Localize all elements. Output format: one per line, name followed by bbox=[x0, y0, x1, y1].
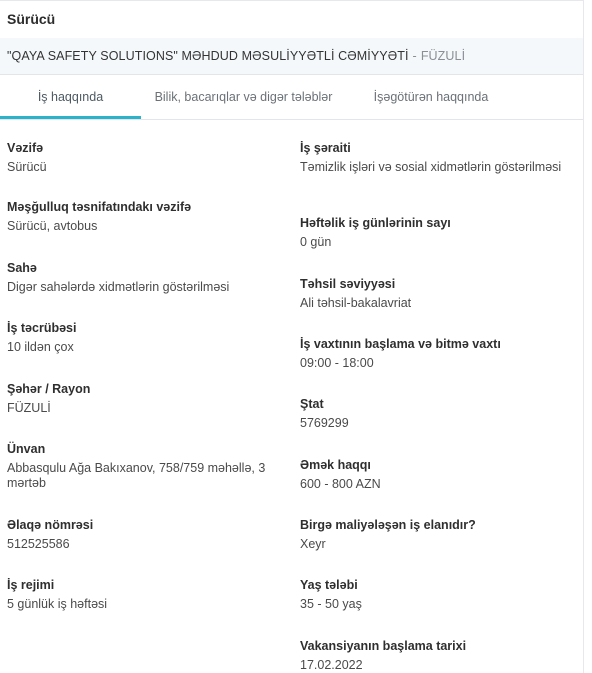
field-value: Digər sahələrdə xidmətlərin göstərilməsi bbox=[7, 280, 230, 294]
field-value: 0 gün bbox=[300, 235, 332, 249]
field-experience bbox=[7, 321, 287, 355]
field-label: Təhsil səviyyəsi bbox=[300, 277, 396, 291]
field-label: Vəzifə bbox=[7, 141, 44, 155]
field-label: Vakansiyanın başlama tarixi bbox=[300, 639, 467, 653]
field-label: Ünvan bbox=[7, 442, 46, 456]
tab-about-employer[interactable]: İşəgötürən haqqında bbox=[373, 90, 489, 104]
field-sector bbox=[7, 261, 287, 295]
field-label: Şəhər / Rayon bbox=[7, 382, 91, 396]
company-bar bbox=[0, 38, 583, 75]
field-label: Sahə bbox=[7, 261, 37, 275]
field-value: Abbasqulu Ağa Bakıxanov, 758/759 məhəllə, 3 mərtəb bbox=[7, 461, 266, 490]
field-label: İş şəraiti bbox=[300, 141, 351, 155]
field-label: Məşğulluq təsnifatındakı vəzifə bbox=[7, 200, 192, 214]
field-label: Əmək haqqı bbox=[300, 458, 371, 472]
company-name[interactable]: "QAYA SAFETY SOLUTIONS" MƏHDUD MƏSULİYYƏTLİ CƏMİYYƏTİ bbox=[7, 49, 409, 63]
field-value: 10 ildən çox bbox=[7, 340, 74, 354]
field-value: 600 - 800 AZN bbox=[300, 477, 381, 491]
field-value: Sürücü, avtobus bbox=[7, 219, 98, 233]
field-label: Yaş tələbi bbox=[300, 578, 358, 592]
field-label: Ştat bbox=[300, 397, 324, 411]
field-education-level bbox=[300, 277, 570, 311]
field-value: 17.02.2022 bbox=[300, 658, 363, 672]
tab-skills-requirements[interactable]: Bilik, bacarıqlar və digər tələblər bbox=[154, 90, 333, 104]
field-staff bbox=[300, 397, 570, 431]
field-co-financed bbox=[300, 518, 570, 552]
tab-about-job[interactable]: İş haqqında bbox=[0, 75, 141, 119]
field-value: Sürücü bbox=[7, 160, 47, 174]
field-work-conditions bbox=[300, 141, 570, 175]
field-value: Xeyr bbox=[300, 537, 326, 551]
field-work-mode bbox=[7, 578, 287, 612]
field-value: 5769299 bbox=[300, 416, 349, 430]
field-label: İş vaxtının başlama və bitmə vaxtı bbox=[300, 337, 501, 351]
job-title: Sürücü bbox=[7, 11, 56, 27]
field-value: 35 - 50 yaş bbox=[300, 597, 362, 611]
field-address bbox=[7, 442, 287, 491]
field-position bbox=[7, 141, 287, 175]
field-label: Əlaqə nömrəsi bbox=[7, 518, 94, 532]
field-value: FÜZULİ bbox=[7, 401, 51, 415]
field-contact-number bbox=[7, 518, 287, 552]
field-value: Ali təhsil-bakalavriat bbox=[300, 296, 412, 310]
field-value: 5 günlük iş həftəsi bbox=[7, 597, 108, 611]
company-city: FÜZULİ bbox=[420, 49, 466, 63]
tab-bar bbox=[0, 75, 583, 120]
field-value: 512525586 bbox=[7, 537, 70, 551]
field-city bbox=[7, 382, 287, 416]
field-label: İş təcrübəsi bbox=[7, 321, 77, 335]
field-value: 09:00 - 18:00 bbox=[300, 356, 374, 370]
field-label: Həftəlik iş günlərinin sayı bbox=[300, 216, 451, 230]
field-label: Birgə maliyələşən iş elanıdır? bbox=[300, 518, 476, 532]
field-classification-position bbox=[7, 200, 287, 234]
field-work-hours bbox=[300, 337, 570, 371]
field-vacancy-start-date bbox=[300, 639, 570, 673]
company-separator: - bbox=[412, 49, 417, 63]
field-salary bbox=[300, 458, 570, 492]
field-label: İş rejimi bbox=[7, 578, 55, 592]
field-weekly-work-days bbox=[300, 216, 570, 250]
field-age-requirement bbox=[300, 578, 570, 612]
field-value: Təmizlik işləri və sosial xidmətlərin göstərilməsi bbox=[300, 160, 562, 174]
